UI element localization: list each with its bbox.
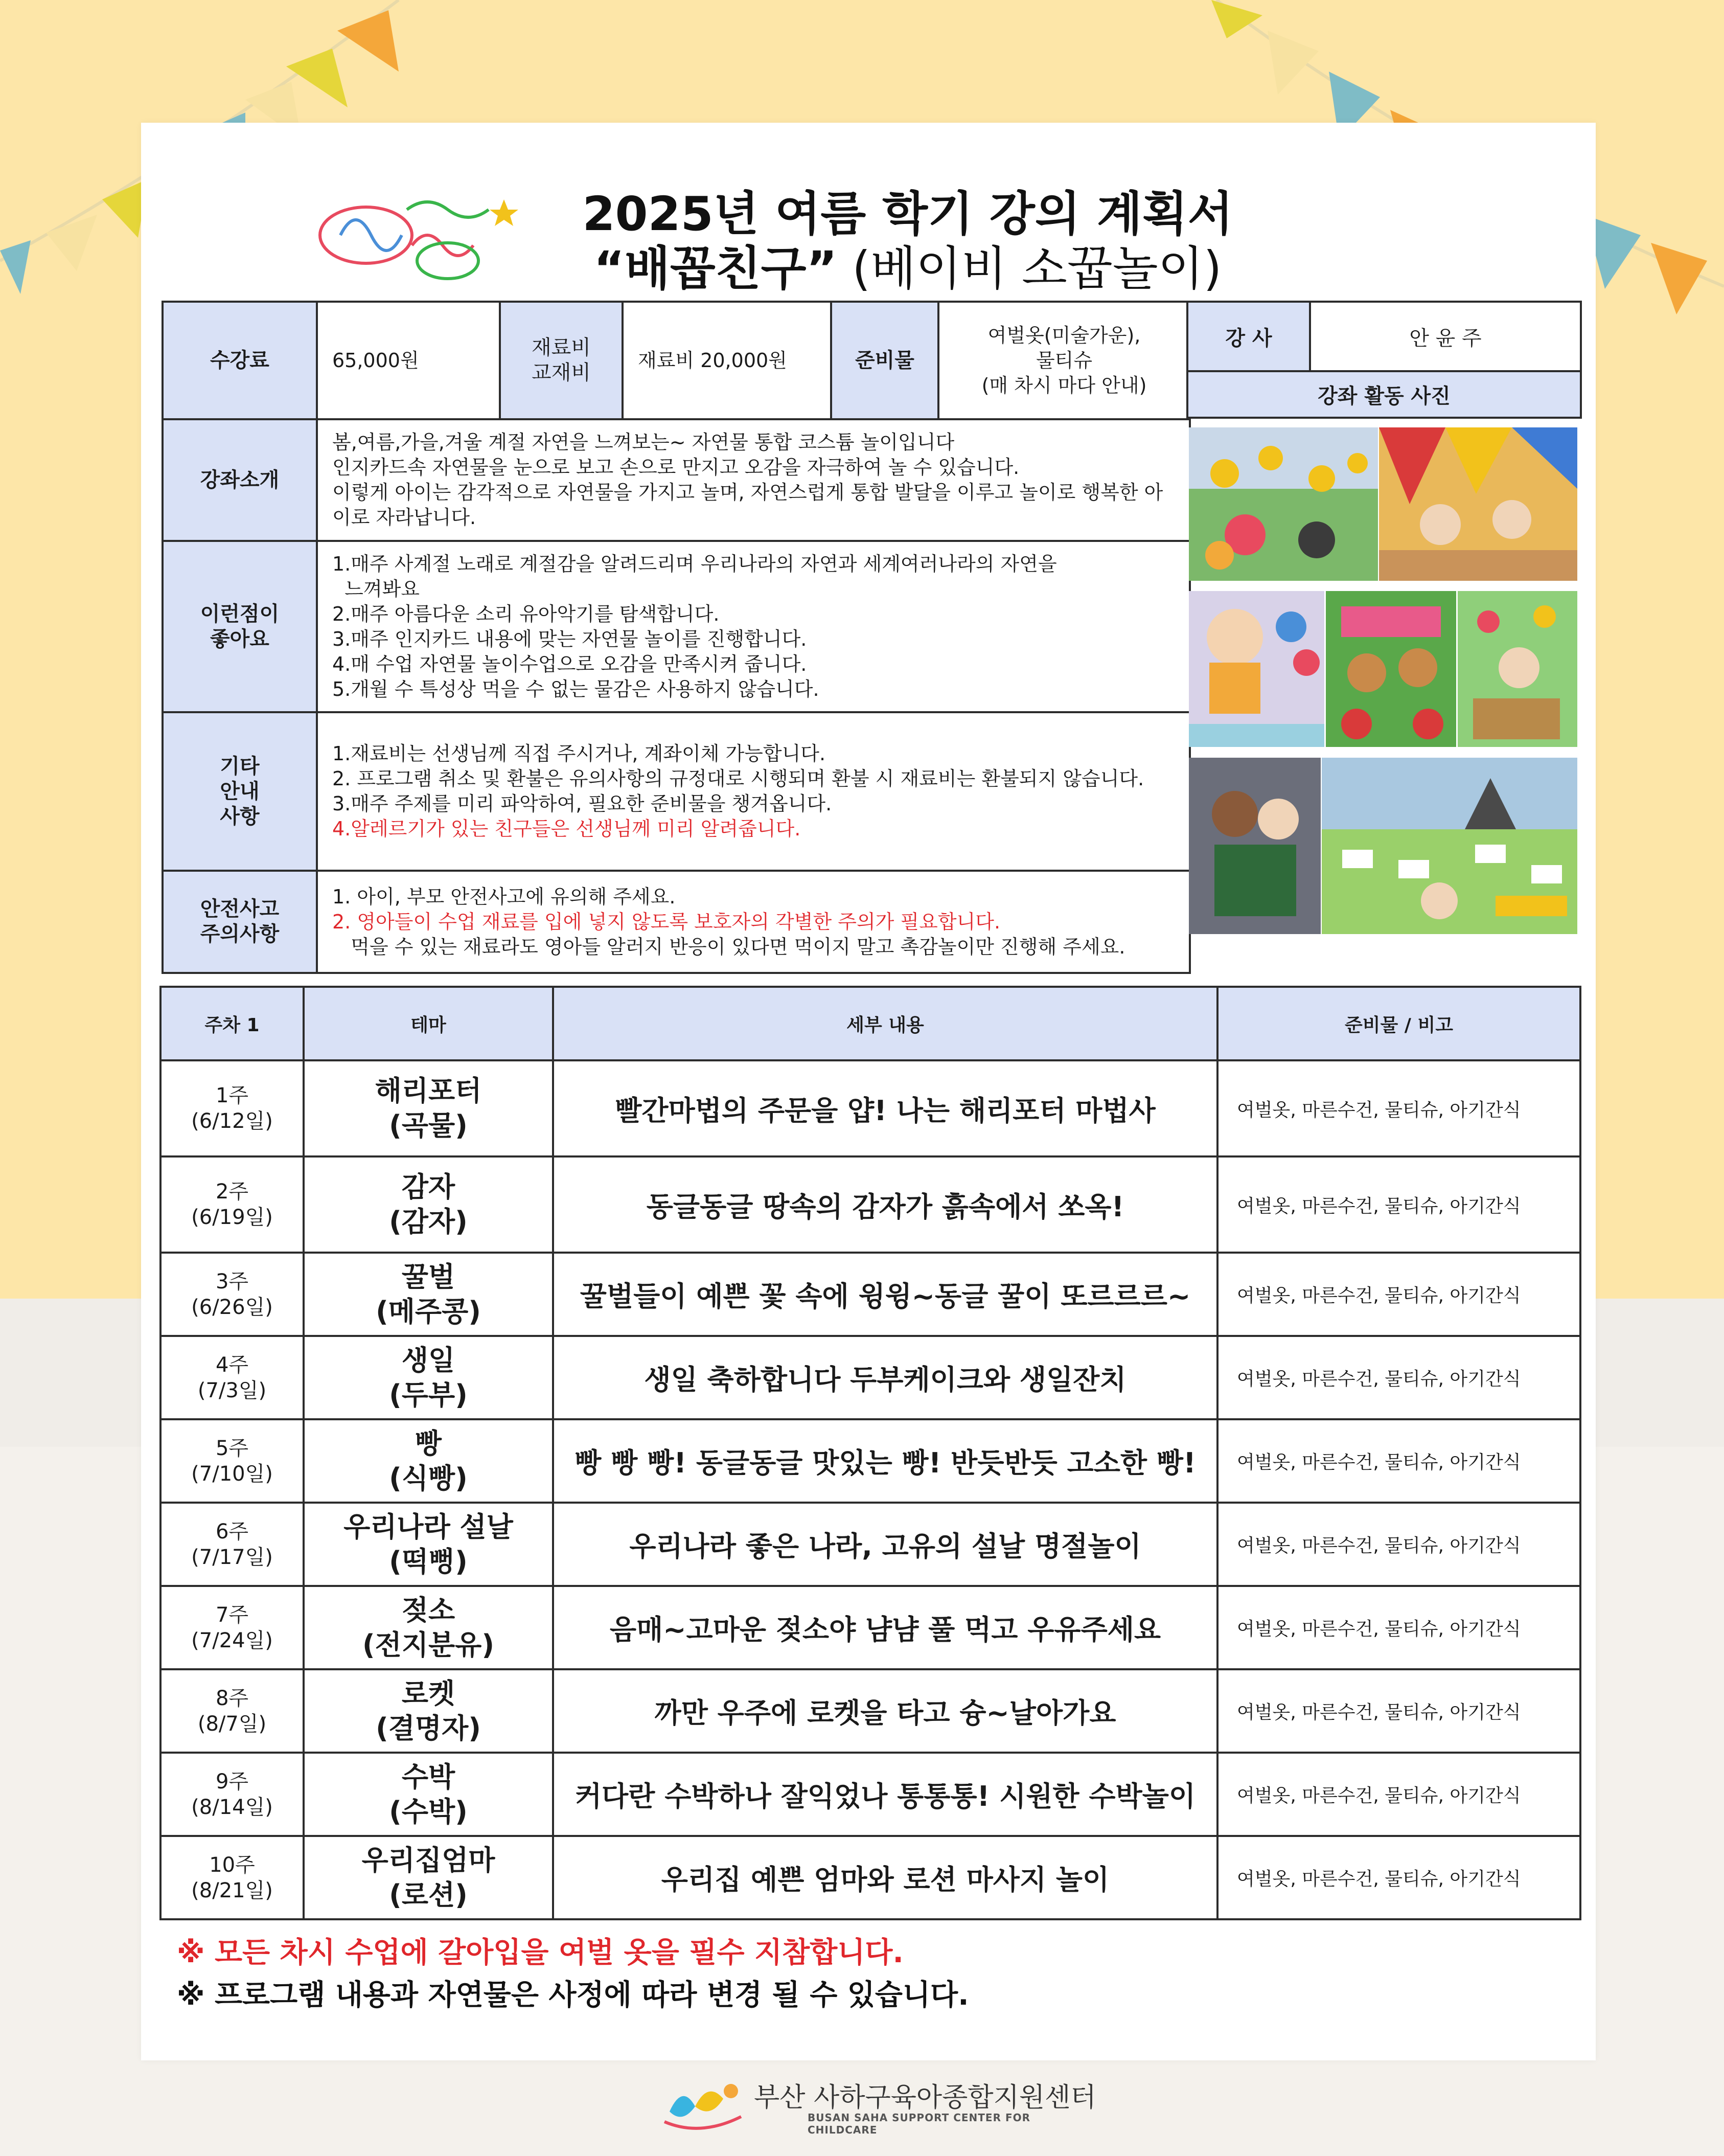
good-point-line: 1.매주 사계절 노래로 계절감을 알려드리며 우리나라의 자연과 세계여러나라의 자연을 (332, 552, 1057, 575)
document-title: 2025년 여름 학기 강의 계획서 (582, 187, 1233, 241)
notes-cell: 여벌옷, 마른수건, 물티슈, 아기간식 (1217, 1669, 1580, 1753)
detail-cell: 까만 우주에 로켓을 타고 슝~날아가요 (553, 1669, 1217, 1753)
intro-label: 강좌소개 (163, 419, 317, 541)
etc-line-allergy: 4.알레르기가 있는 친구들은 선생님께 미리 알려줍니다. (332, 818, 801, 840)
week-number: 6주 (215, 1519, 249, 1544)
course-info-table (162, 301, 1191, 974)
week-date: (6/12일) (191, 1109, 273, 1133)
good-points-text (317, 541, 1190, 712)
header-notes: 준비물 / 비고 (1217, 987, 1580, 1060)
etc-line: 3.매주 주제를 미리 파악하여, 필요한 준비물을 챙겨옵니다. (332, 792, 832, 815)
notice-changes: ※ 프로그램 내용과 자연물은 사정에 따라 변경 될 수 있습니다. (177, 1979, 969, 2012)
activity-photo-costume (1189, 758, 1321, 934)
theme-name: 우리나라 설날 (343, 1510, 513, 1543)
week-number: 4주 (215, 1353, 249, 1377)
etc-line: 2. 프로그램 취소 및 환불은 유의사항의 규정대로 시행되며 환불 시 재료비는 환불되지 않습니다. (332, 767, 1144, 790)
theme-name: 생일 (401, 1344, 455, 1376)
week-number: 3주 (215, 1269, 249, 1293)
detail-cell: 빨간마법의 주문을 얍! 나는 해리포터 마법사 (553, 1060, 1217, 1156)
theme-cell (304, 1253, 553, 1336)
weekly-schedule-table (159, 986, 1581, 1920)
notes-cell: 여벌옷, 마른수건, 물티슈, 아기간식 (1217, 1586, 1580, 1669)
program-subtitle: (베이비 소꿉놀이) (837, 241, 1222, 296)
week-cell (160, 1753, 304, 1836)
week-date: (8/21일) (191, 1878, 273, 1902)
week-date: (7/3일) (197, 1378, 267, 1402)
table-row (160, 1156, 1580, 1253)
material-label (500, 302, 623, 419)
week-number: 5주 (215, 1436, 249, 1460)
good-point-line: 느껴봐요 (332, 577, 420, 600)
safety-line: 1. 아이, 부모 안전사고에 유의해 주세요. (332, 885, 676, 908)
activity-photo-cows (1322, 758, 1577, 934)
program-title (448, 231, 1368, 299)
week-date: (6/19일) (191, 1206, 273, 1229)
intro-line: 인지카드속 자연물을 눈으로 보고 손으로 만지고 오감을 자극하여 놀 수 있습니다. (332, 456, 1020, 479)
table-row (160, 1253, 1580, 1336)
theme-material: (두부) (389, 1378, 468, 1411)
theme-name: 로켓 (401, 1677, 455, 1710)
activity-photo-potato (1326, 591, 1456, 747)
theme-name: 수박 (401, 1760, 455, 1793)
theme-material: (전지분유) (362, 1628, 494, 1661)
safety-label-line: 안전사고 (200, 897, 280, 921)
table-row (160, 1586, 1580, 1669)
table-row (160, 1060, 1580, 1156)
center-name-korean: 부산 사하구육아종합지원센터 (754, 2082, 1096, 2113)
week-cell (160, 1336, 304, 1419)
instructor-name: 안 윤 주 (1310, 302, 1581, 371)
prep-label: 준비물 (831, 302, 938, 419)
week-number: 1주 (215, 1084, 249, 1107)
notes-cell: 여벌옷, 마른수건, 물티슈, 아기간식 (1217, 1419, 1580, 1503)
table-row (160, 1753, 1580, 1836)
prep-value-line: (매 차시 마다 안내) (981, 374, 1147, 397)
good-point-line: 5.개월 수 특성상 먹을 수 없는 물감은 사용하지 않습니다. (332, 677, 819, 700)
detail-cell: 커다란 수박하나 잘익었나 통통통! 시원한 수박놀이 (553, 1753, 1217, 1836)
safety-line: 먹을 수 있는 재료라도 영아들 알러지 반응이 있다면 먹이지 말고 촉감놀이만 진행해 주세요. (332, 935, 1125, 958)
notes-cell: 여벌옷, 마른수건, 물티슈, 아기간식 (1217, 1060, 1580, 1156)
fee-label: 수강료 (163, 302, 317, 419)
activity-photo-bees (1189, 427, 1378, 581)
notes-cell: 여벌옷, 마른수건, 물티슈, 아기간식 (1217, 1753, 1580, 1836)
week-date: (7/10일) (191, 1462, 273, 1486)
material-label-line: 교재비 (532, 361, 591, 384)
good-points-label-line: 이런점이 (200, 602, 280, 626)
detail-cell: 꿀벌들이 예쁜 꽃 속에 윙윙~동글 꿀이 또르르르~ (553, 1253, 1217, 1336)
week-number: 10주 (209, 1853, 255, 1877)
theme-material: (식빵) (389, 1462, 468, 1494)
center-footer (659, 2076, 1099, 2137)
table-row (160, 1836, 1580, 1919)
week-cell (160, 1419, 304, 1503)
activity-photos (1189, 427, 1577, 990)
etc-label-line: 사항 (220, 804, 260, 828)
detail-cell: 빵 빵 빵! 동글동글 맛있는 빵! 반듯반듯 고소한 빵! (553, 1419, 1217, 1503)
theme-cell (304, 1836, 553, 1919)
intro-line: 이로 자라납니다. (332, 506, 476, 529)
week-cell (160, 1156, 304, 1253)
center-name-english: BUSAN SAHA SUPPORT CENTER FOR CHILDCARE (808, 2112, 1031, 2136)
week-number: 7주 (215, 1603, 249, 1627)
notice-spare-clothes: ※ 모든 차시 수업에 갈아입을 여벌 옷을 필수 지참합니다. (177, 1936, 904, 1969)
week-cell (160, 1669, 304, 1753)
header-week: 주차 1 (160, 987, 304, 1060)
table-row (160, 1669, 1580, 1753)
etc-line: 1.재료비는 선생님께 직접 주시거나, 계좌이체 가능합니다. (332, 742, 826, 765)
prep-value-line: 물티슈 (1036, 349, 1093, 372)
material-label-line: 재료비 (532, 336, 591, 359)
notes-cell: 여벌옷, 마른수건, 물티슈, 아기간식 (1217, 1253, 1580, 1336)
theme-name: 우리집엄마 (361, 1844, 495, 1876)
week-number: 8주 (215, 1686, 249, 1710)
theme-cell (304, 1586, 553, 1669)
theme-material: (감자) (389, 1206, 468, 1238)
week-cell (160, 1836, 304, 1919)
prep-value (938, 302, 1190, 419)
good-points-label-line: 좋아요 (210, 627, 269, 651)
safety-label-line: 주의사항 (200, 922, 280, 946)
theme-cell (304, 1060, 553, 1156)
theme-cell (304, 1753, 553, 1836)
lecture-plan-sheet (141, 123, 1596, 2060)
week-date: (7/24일) (191, 1628, 273, 1652)
activity-photo-mural (1189, 591, 1324, 747)
theme-cell (304, 1419, 553, 1503)
safety-line-warning: 2. 영아들이 수업 재료를 입에 넣지 않도록 보호자의 각별한 주의가 필요합니다. (332, 910, 1001, 933)
instructor-table (1186, 301, 1582, 419)
prep-value-line: 여벌옷(미술가운), (987, 324, 1141, 347)
theme-material: (메주콩) (376, 1295, 481, 1328)
good-point-line: 2.매주 아름다운 소리 유아악기를 탐색합니다. (332, 602, 720, 625)
week-date: (7/17일) (191, 1545, 273, 1569)
theme-name: 감자 (401, 1171, 455, 1203)
table-row (160, 1419, 1580, 1503)
intro-text (317, 419, 1190, 541)
theme-material: (결명자) (376, 1712, 481, 1744)
safety-label (163, 871, 317, 973)
good-point-line: 4.매 수업 자연물 놀이수업으로 오감을 만족시켜 줍니다. (332, 652, 807, 675)
week-number: 9주 (215, 1769, 249, 1794)
table-row (160, 1336, 1580, 1419)
notes-cell: 여벌옷, 마른수건, 물티슈, 아기간식 (1217, 1156, 1580, 1253)
schedule-body (160, 1060, 1580, 1919)
safety-text (317, 871, 1190, 973)
fee-value: 65,000원 (317, 302, 500, 419)
detail-cell: 생일 축하합니다 두부케이크와 생일잔치 (553, 1336, 1217, 1419)
week-number: 2주 (215, 1180, 249, 1204)
intro-line: 이렇게 아이는 감각적으로 자연물을 가지고 놀며, 자연스럽게 통합 발달을 이루고 놀이로 행복한 아 (332, 481, 1163, 504)
good-points-label (163, 541, 317, 712)
week-cell (160, 1253, 304, 1336)
detail-cell: 우리나라 좋은 나라, 고유의 설날 명절놀이 (553, 1503, 1217, 1586)
theme-material: (수박) (389, 1795, 468, 1828)
schedule-header-row (160, 987, 1580, 1060)
center-logo-icon (659, 2076, 746, 2132)
material-value: 재료비 20,000원 (623, 302, 831, 419)
activity-photos-label: 강좌 활동 사진 (1187, 371, 1581, 418)
intro-line: 봄,여름,가을,겨울 계절 자연을 느껴보는~ 자연물 통합 코스튬 놀이입니다 (332, 431, 955, 453)
theme-material: (로션) (389, 1878, 468, 1911)
week-cell (160, 1503, 304, 1586)
table-row (160, 1503, 1580, 1586)
theme-cell (304, 1503, 553, 1586)
good-point-line: 3.매주 인지카드 내용에 맞는 자연물 놀이를 진행합니다. (332, 627, 807, 650)
theme-name: 젖소 (401, 1594, 455, 1626)
theme-material: (떡뻥) (389, 1545, 468, 1578)
etc-label-line: 안내 (220, 779, 260, 803)
detail-cell: 음매~고마운 젖소야 냠냠 풀 먹고 우유주세요 (553, 1586, 1217, 1669)
week-date: (8/14일) (191, 1795, 273, 1819)
header-detail: 세부 내용 (553, 987, 1217, 1060)
activity-photo-baskets (1458, 591, 1577, 747)
etc-info-label (163, 712, 317, 871)
notes-cell: 여벌옷, 마른수건, 물티슈, 아기간식 (1217, 1503, 1580, 1586)
etc-info-text (317, 712, 1190, 871)
theme-name: 빵 (415, 1427, 442, 1460)
program-name: “배꼽친구” (593, 241, 838, 296)
header-theme: 테마 (304, 987, 553, 1060)
theme-cell (304, 1669, 553, 1753)
week-cell (160, 1060, 304, 1156)
notes-cell: 여벌옷, 마른수건, 물티슈, 아기간식 (1217, 1836, 1580, 1919)
instructor-label: 강 사 (1187, 302, 1310, 371)
week-date: (6/26일) (191, 1295, 273, 1319)
theme-cell (304, 1156, 553, 1253)
theme-name: 꿀벌 (401, 1260, 455, 1293)
detail-cell: 우리집 예쁜 엄마와 로션 마사지 놀이 (553, 1836, 1217, 1919)
week-date: (8/7일) (197, 1712, 267, 1736)
theme-material: (곡물) (389, 1109, 468, 1142)
activity-photo-parachute (1379, 427, 1577, 581)
theme-cell (304, 1336, 553, 1419)
week-cell (160, 1586, 304, 1669)
theme-name: 해리포터 (375, 1075, 482, 1107)
notes-cell: 여벌옷, 마른수건, 물티슈, 아기간식 (1217, 1336, 1580, 1419)
etc-label-line: 기타 (220, 754, 260, 778)
detail-cell: 동글동글 땅속의 감자가 흙속에서 쏘옥! (553, 1156, 1217, 1253)
